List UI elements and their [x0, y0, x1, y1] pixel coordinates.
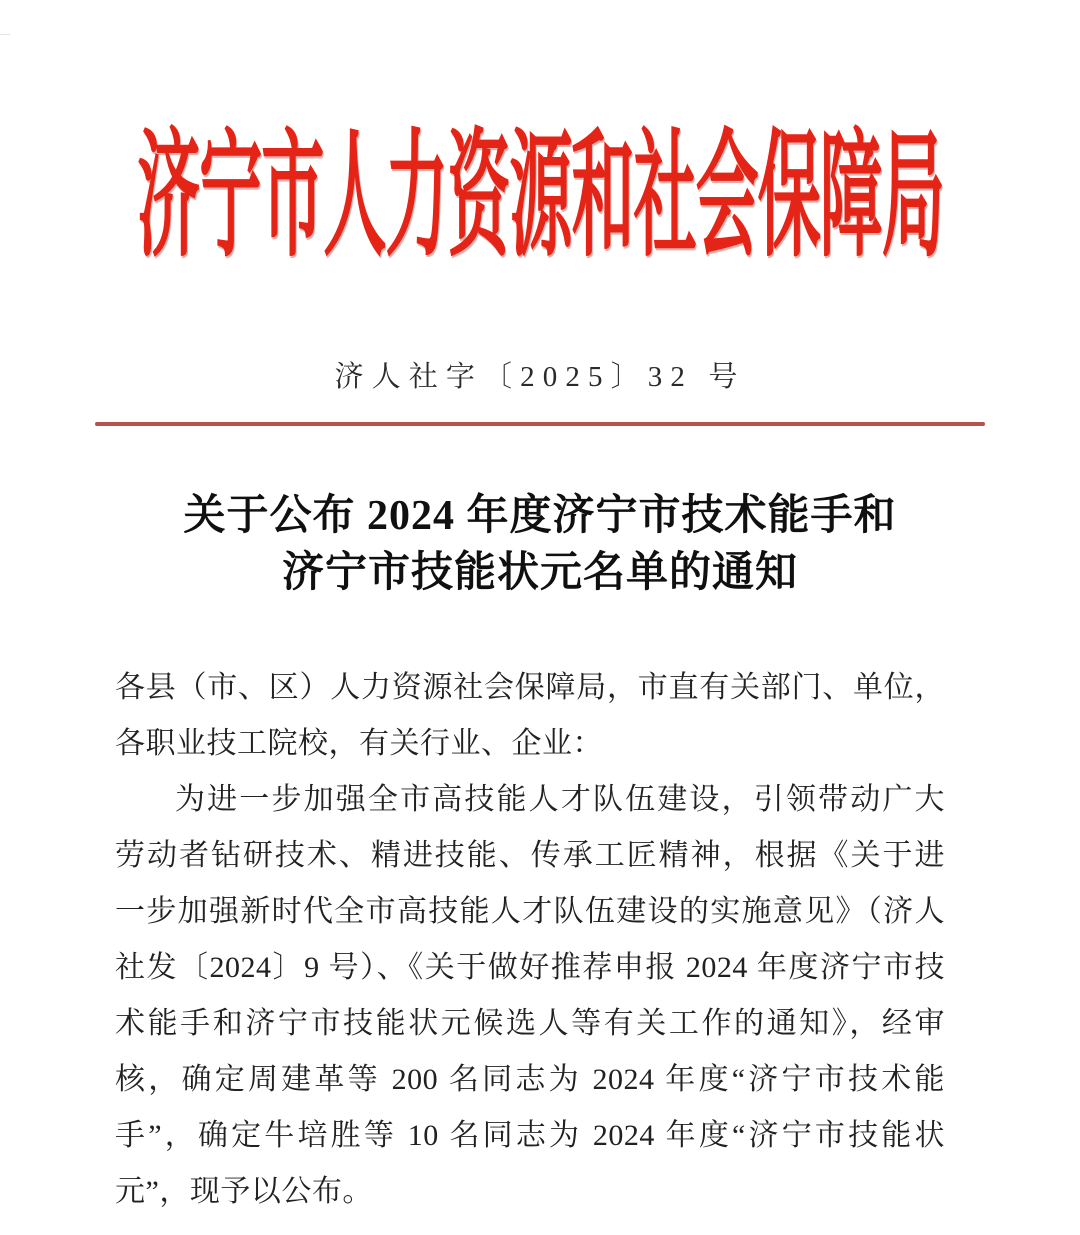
- body-line-6: 核，确定周建革等 200 名同志为 2024 年度“济宁市技术能: [115, 1063, 945, 1096]
- document-title-line1: 关于公布 2024 年度济宁市技术能手和: [183, 493, 897, 539]
- body-line-5: 术能手和济宁市技能状元候选人等有关工作的通知》，经审: [115, 1007, 945, 1040]
- body-line-1: 为进一步加强全市高技能人才队伍建设，引领带动广大: [175, 783, 945, 816]
- document-title-line2: 济宁市技能状元名单的通知: [281, 550, 798, 596]
- body-line-2: 劳动者钻研技术、精进技能、传承工匠精神，根据《关于进: [115, 839, 945, 872]
- red-divider-line: [95, 422, 985, 426]
- document-body: [115, 660, 945, 1220]
- agency-header-block: [0, 108, 1080, 274]
- body-line-7: 手”，确定牛培胜等 10 名同志为 2024 年度“济宁市技能状: [115, 1119, 945, 1152]
- doc-number: 济人社字〔2025〕32 号: [334, 361, 746, 393]
- document-title: [0, 488, 1080, 602]
- salutation-line-1: 各县（市、区）人力资源社会保障局，市直有关部门、单位，: [115, 671, 945, 704]
- scan-edge-artifact: [0, 34, 10, 35]
- agency-header: 济宁市人力资源和社会保障局: [136, 120, 944, 274]
- body-line-3: 一步加强新时代全市高技能人才队伍建设的实施意见》（济人: [115, 895, 945, 928]
- body-line-8: 元”，现予以公布。: [115, 1175, 373, 1208]
- body-line-4: 社发〔2024〕9 号）、《关于做好推荐申报 2024 年度济宁市技: [115, 951, 945, 984]
- salutation-line-2: 各职业技工院校，有关行业、企业：: [115, 727, 603, 760]
